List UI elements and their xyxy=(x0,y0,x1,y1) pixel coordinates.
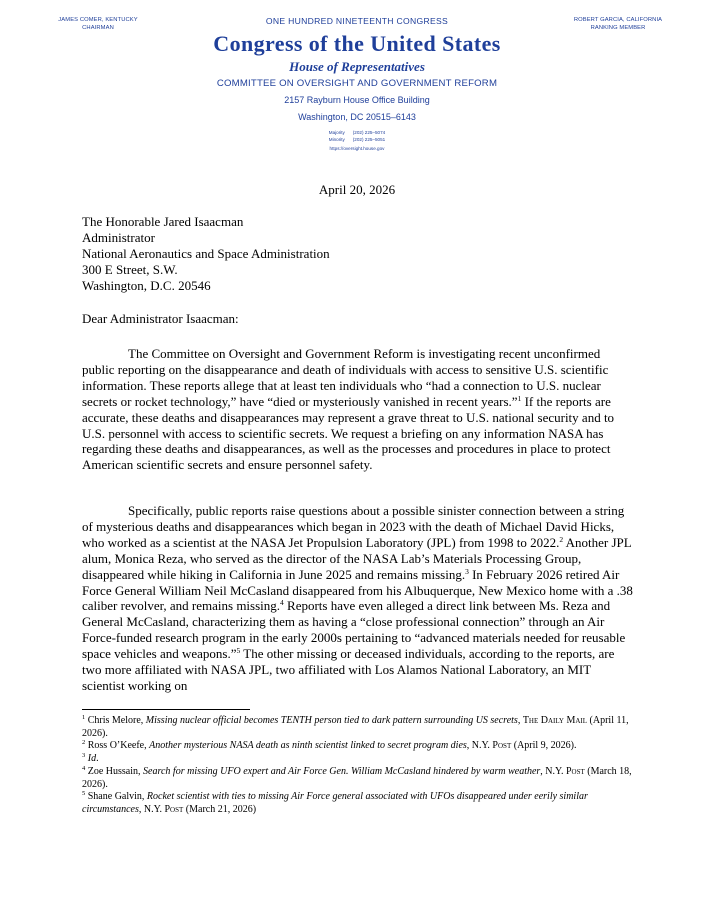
footnote-date: (March 18, 2026). xyxy=(82,765,632,790)
chairman-block xyxy=(28,16,168,32)
recipient-line: 300 E Street, S.W. xyxy=(82,261,178,277)
footnote-divider xyxy=(82,709,250,710)
footnote xyxy=(82,715,634,740)
footnote-number: 1 xyxy=(82,714,86,721)
footnote xyxy=(82,740,634,753)
footnote-ref-2[interactable]: 2 xyxy=(559,534,564,544)
footnote-date: (April 11, 2026). xyxy=(82,715,629,739)
paragraph-text: In February 2026 retired Air Force General William Neil McCasland disappeared from his Albuquerque, New Mexico home with a .38 caliber revolver, and remains missing. xyxy=(82,566,633,614)
footnote-publication: The Daily Mail xyxy=(522,715,588,726)
paragraph-2 xyxy=(82,503,634,694)
footnote-publication: N.Y. Post xyxy=(471,740,512,752)
paragraph-text: Specifically, public reports raise questions about a possible sinister connection between a string of mysterious deaths and disappearances which began in 2023 with the death of Michael David Hicks, who worked as a scientist at the NASA Jet Propulsion Laboratory (JPL) from 1998 to 2022. xyxy=(82,503,625,550)
footnote-ref-4[interactable]: 4 xyxy=(280,598,284,608)
footnote-author: Zoe Hussain, xyxy=(85,765,144,777)
paragraph-text: The Committee on Oversight and Government Reform is investigating recent unconfirmed public reporting on the disappearance and death of individuals with access to sensitive U.S. scientific information. These reports allege that at least ten individuals who “had a connection to U.S. nuclear secrets or rocket technology,” have “died or mysteriously vanished in recent years.” xyxy=(82,346,609,409)
footnote xyxy=(82,766,634,791)
footnote xyxy=(82,753,634,766)
office-city: Washington, DC 20515–6143 xyxy=(298,112,416,122)
footnote-author: Chris Melore, xyxy=(85,715,146,726)
paragraph-text: The other missing or deceased individuals, according to the reports, are two more affiliated with NASA JPL, two affiliated with Los Alamos National Laboratory, an MIT scientist working on xyxy=(82,646,615,693)
recipient-line: Administrator xyxy=(82,229,155,245)
letter-date: April 20, 2026 xyxy=(318,182,396,197)
footnote xyxy=(82,791,634,816)
minority-phone: (202) 225–5051 xyxy=(352,136,386,142)
footnote-separator: , xyxy=(138,803,144,815)
paragraph-text: If the reports are accurate, these deaths and disappearances may represent a grave threat to U.S. national security and to U.S. personnel with access to scientific secrets. We request a briefing on any information NASA has regarding these deaths and disappearances, as well as the processes and procedures in place to protect American scientific secrets and ensure personnel safety. xyxy=(82,393,615,473)
salutation: Dear Administrator Isaacman: xyxy=(82,311,239,326)
letterhead xyxy=(157,16,557,152)
footnote-date: (March 21, 2026) xyxy=(183,803,257,815)
ranking-member-block xyxy=(548,16,688,32)
footnote-ref-1[interactable]: 1 xyxy=(517,393,522,403)
recipient-line: Washington, D.C. 20546 xyxy=(82,277,211,293)
footnote-number: 3 xyxy=(82,752,86,760)
footnote-author: Shane Galvin, xyxy=(85,791,147,803)
footnote-publication: N.Y. Post xyxy=(143,803,184,815)
footnote-ref-5[interactable]: 5 xyxy=(236,646,241,656)
office-address: 2157 Rayburn House Office Building xyxy=(284,95,430,105)
paragraph-text: Reports have even alleged a direct link between Ms. Reza and General McCasland, characterizing them as having a “close professional connection” through an Air Force-funded research program in the early 2000s pertaining to “advanced materials needed for reusable space vehicles and weapons.” xyxy=(82,598,626,662)
footnote-title: Search for missing UFO expert and Air Force Gen. William McCasland hindered by warm weather xyxy=(143,765,541,777)
footnote-number: 2 xyxy=(82,739,86,747)
footnote-author: Ross O’Keefe, xyxy=(85,740,150,752)
footnote-separator: , xyxy=(540,765,546,777)
chairman-title: CHAIRMAN xyxy=(82,25,114,31)
chairman-name: JAMES COMER, KENTUCKY xyxy=(58,17,138,23)
footnote-ref-3[interactable]: 3 xyxy=(465,566,469,576)
footnote-date: (April 9, 2026). xyxy=(511,740,577,752)
footnote-number: 5 xyxy=(82,790,86,798)
minority-phone-line xyxy=(157,137,557,144)
footnote-title: Rocket scientist with ties to missing Air Force general associated with UFOs disappeared under eerily similar circumstances xyxy=(82,791,588,815)
footnote-title: Id xyxy=(87,753,97,765)
recipient-address xyxy=(82,214,634,294)
phone-numbers xyxy=(157,130,557,143)
majority-phone: (202) 225–5074 xyxy=(352,130,386,135)
ranking-member-title: RANKING MEMBER xyxy=(590,25,646,31)
website-link[interactable]: https://oversight.house.gov xyxy=(329,146,385,151)
paragraph-text: Another JPL alum, Monica Reza, who served as the director of the NASA Lab’s Materials Processing Group, disappeared while hiking in California in June 2025 and remains missing. xyxy=(82,534,632,582)
paragraph-1 xyxy=(82,346,634,473)
ranking-member-name: ROBERT GARCIA, CALIFORNIA xyxy=(573,17,663,23)
majority-label: Majority xyxy=(328,130,345,135)
house-title: House of Representatives xyxy=(289,59,425,74)
footnote-separator: , xyxy=(517,715,523,726)
footnote-separator: , xyxy=(466,740,472,752)
footnote-separator: . xyxy=(96,753,99,765)
committee-name: COMMITTEE ON OVERSIGHT AND GOVERNMENT REFORM xyxy=(216,78,498,89)
footnote-title: Missing nuclear official becomes TENTH person tied to dark pattern surrounding US secrets xyxy=(145,715,518,726)
recipient-line: The Honorable Jared Isaacman xyxy=(82,214,244,229)
minority-label: Minority xyxy=(328,136,345,142)
footnotes xyxy=(82,715,634,817)
congress-title: Congress of the United States xyxy=(213,31,501,56)
footnote-number: 4 xyxy=(82,764,86,772)
footnote-title: Another mysterious NASA death as ninth scientist linked to secret program dies xyxy=(149,740,467,752)
recipient-line: National Aeronautics and Space Administration xyxy=(82,245,330,261)
footnote-publication: N.Y. Post xyxy=(545,765,585,777)
congress-number: ONE HUNDRED NINETEENTH CONGRESS xyxy=(265,16,449,26)
